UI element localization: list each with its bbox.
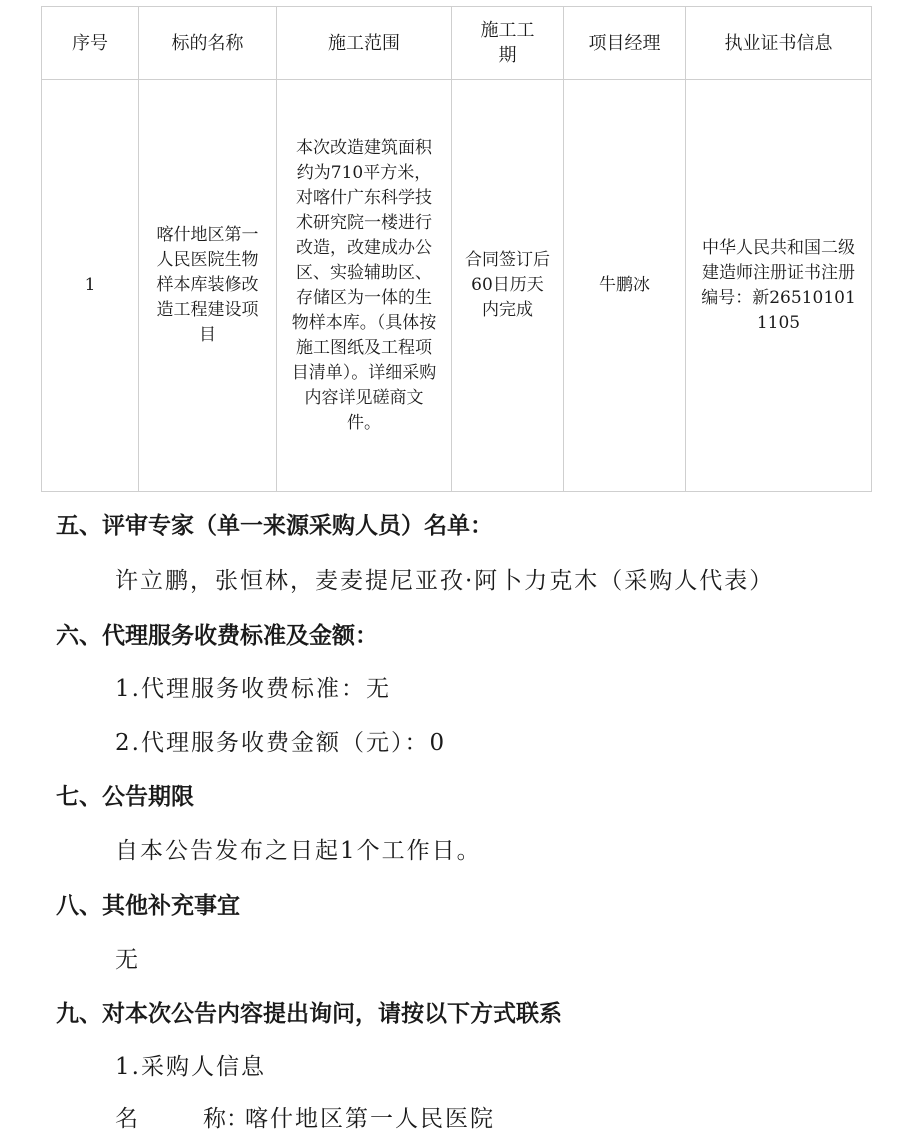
- cell-item-name: 喀什地区第一人民医院生物样本库装修改造工程建设项目: [139, 80, 277, 492]
- section-9-purchaser-info: 1.采购人信息: [115, 1054, 266, 1080]
- cell-certificate: 中华人民共和国二级建造师注册证书注册编号：新265101011105: [686, 80, 872, 492]
- purchaser-name-label: 名 称：: [115, 1106, 249, 1132]
- cell-scope: 本次改造建筑面积约为710平方米，对喀什广东科学技术研究院一楼进行改造，改建成办公区、实验辅助区、存储区为一体的生物样本库。（具体按施工图纸及工程项目清单）。详细采购内容详见磋商文件。: [277, 80, 452, 492]
- header-item-name: 标的名称: [139, 7, 277, 80]
- section-8-heading: 八、其他补充事宜: [56, 893, 240, 919]
- purchaser-name-value: 喀什地区第一人民医院: [245, 1106, 495, 1132]
- section-8-body: 无: [115, 947, 140, 973]
- section-5-heading: 五、评审专家（单一来源采购人员）名单：: [56, 513, 493, 539]
- award-table: [41, 6, 872, 492]
- header-scope: 施工范围: [277, 7, 452, 80]
- header-manager: 项目经理: [564, 7, 686, 80]
- section-6-fee-amount: 2.代理服务收费金额（元）：0: [115, 730, 447, 756]
- header-serial: 序号: [42, 7, 139, 80]
- section-5-expert-list: 许立鹏，张恒林，麦麦提尼亚孜·阿卜力克木（采购人代表）: [115, 568, 775, 594]
- section-9-heading: 九、对本次公告内容提出询问，请按以下方式联系: [56, 1001, 562, 1027]
- section-6-heading: 六、代理服务收费标准及金额：: [56, 623, 378, 649]
- section-7-period: 自本公告发布之日起1个工作日。: [115, 838, 482, 864]
- section-7-heading: 七、公告期限: [56, 784, 194, 810]
- table-header-row: [42, 7, 872, 80]
- cell-serial: 1: [42, 80, 139, 492]
- header-period: 施工工期: [452, 7, 564, 80]
- table-row: [42, 80, 872, 492]
- cell-period: 合同签订后60日历天内完成: [452, 80, 564, 492]
- section-6-fee-standard: 1.代理服务收费标准：无: [115, 676, 391, 702]
- header-certificate: 执业证书信息: [686, 7, 872, 80]
- cell-manager: 牛鹏冰: [564, 80, 686, 492]
- purchaser-name-row: [115, 1103, 495, 1135]
